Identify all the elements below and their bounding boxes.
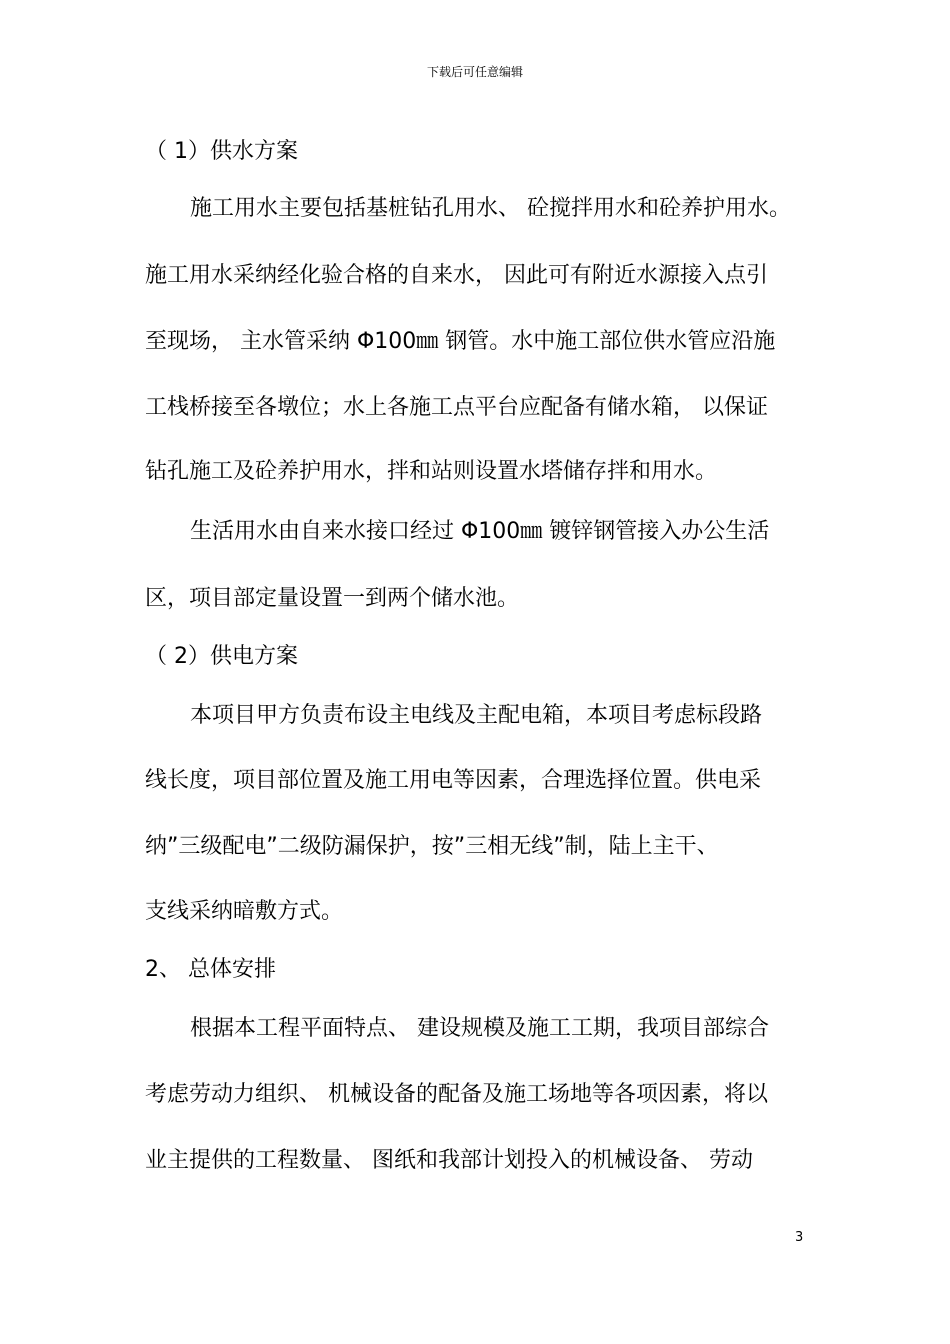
paragraph-line: 业主提供的工程数量、 图纸和我部计划投入的机械设备、 劳动 <box>145 1148 753 1173</box>
paragraph-line: 区，项目部定量设置一到两个储水池。 <box>145 586 520 611</box>
paragraph-line: 钻孔施工及砼养护用水，拌和站则设置水塔储存拌和用水。 <box>145 459 718 484</box>
paragraph-line: 工栈桥接至各墩位；水上各施工点平台应配备有储水箱， 以保证 <box>145 395 768 420</box>
section-heading-overall-arrangement: 2、 总体安排 <box>145 957 276 982</box>
section-heading-water-supply: （ 1）供水方案 <box>145 139 298 164</box>
paragraph-line: 考虑劳动力组织、 机械设备的配备及施工场地等各项因素，将以 <box>145 1082 768 1107</box>
page-number: 3 <box>795 1230 804 1245</box>
paragraph-line: 生活用水由自来水接口经过 Φ100㎜ 镀锌钢管接入办公生活 <box>190 519 770 544</box>
paragraph-line: 本项目甲方负责布设主电线及主配电箱，本项目考虑标段路 <box>190 703 763 728</box>
paragraph-line: 根据本工程平面特点、 建设规模及施工工期，我项目部综合 <box>190 1016 769 1041</box>
page-header: 下载后可任意编辑 <box>426 65 523 79</box>
paragraph-line: 纳”三级配电”二级防漏保护，按”三相无线”制，陆上主干、 <box>145 834 719 859</box>
paragraph-line: 支线采纳暗敷方式。 <box>145 899 344 924</box>
paragraph-line: 至现场， 主水管采纳 Φ100㎜ 钢管。水中施工部位供水管应沿施 <box>145 329 776 354</box>
paragraph-line: 线长度，项目部位置及施工用电等因素，合理选择位置。供电采 <box>145 768 762 793</box>
paragraph-line: 施工用水采纳经化验合格的自来水， 因此可有附近水源接入点引 <box>145 263 768 288</box>
paragraph-line: 施工用水主要包括基桩钻孔用水、 砼搅拌用水和砼养护用水。 <box>190 196 791 221</box>
section-heading-power-supply: （ 2）供电方案 <box>145 644 298 669</box>
